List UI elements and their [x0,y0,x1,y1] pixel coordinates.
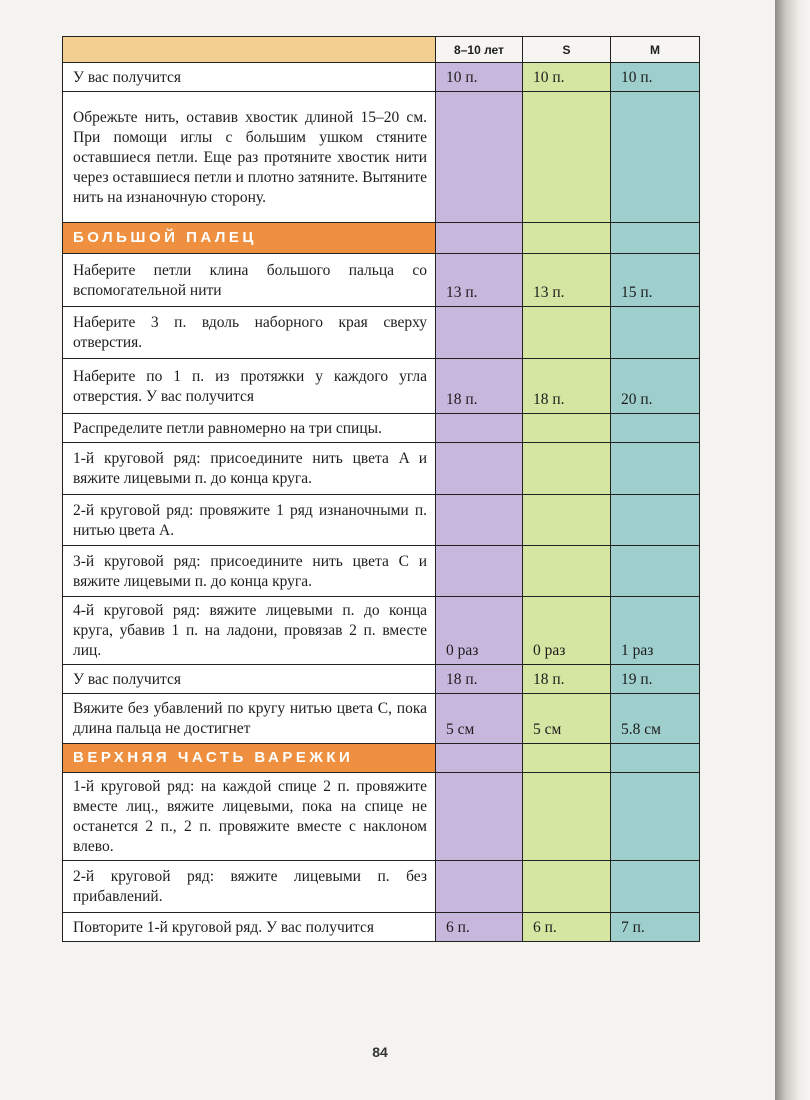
instruction-text: Наберите по 1 п. из протяжки у каждого угла отверстия. У вас получится [63,359,436,414]
size-value-s: 10 п. [523,63,611,92]
size-value-s: 6 п. [523,913,611,942]
size-value-m [611,495,700,546]
table-row [63,495,700,546]
table-row [63,597,700,665]
instruction-text: 2-й круговой ряд: вяжите лицевыми п. без прибавлений. [63,861,436,913]
size-value-m [611,443,700,495]
size-value-m: 20 п. [611,359,700,414]
size-value-s [523,495,611,546]
pattern-table-body [63,37,700,942]
size-value-m: 5.8 см [611,694,700,744]
column-header-m: M [611,37,700,63]
table-row [63,414,700,443]
instruction-text: 2-й круговой ряд: провяжите 1 ряд изнаночными п. нитью цвета A. [63,495,436,546]
instruction-text: Наберите петли клина большого пальца со вспомогательной нити [63,254,436,307]
size-value-s [523,773,611,861]
size-value-kids [436,546,523,597]
instruction-text: 1-й круговой ряд: присоедините нить цвета A и вяжите лицевыми п. до конца круга. [63,443,436,495]
size-value-s: 5 см [523,694,611,744]
size-value-m [611,92,700,223]
book-spine [775,0,810,1100]
table-row [63,307,700,359]
size-value-s: 18 п. [523,665,611,694]
size-value-m: 15 п. [611,254,700,307]
size-value-kids: 0 раз [436,597,523,665]
size-value-m [611,546,700,597]
size-value-m [611,861,700,913]
size-value-m: 19 п. [611,665,700,694]
size-value-kids: 18 п. [436,665,523,694]
size-value-s [523,92,611,223]
header-blank-cell [63,37,436,63]
instruction-text: Наберите 3 п. вдоль наборного края сверху отверстия. [63,307,436,359]
instruction-text: 3-й круговой ряд: присоедините нить цвета C и вяжите лицевыми п. до конца круга. [63,546,436,597]
table-row [63,861,700,913]
table-row [63,92,700,223]
table-row [63,443,700,495]
size-cell-s [523,223,611,254]
instruction-text: Обрежьте нить, оставив хвостик длиной 15–20 см. При помощи иглы с большим ушком стяните оставшиеся петли. Еще раз протяните хвостик нити через оставшиеся петли и плотно затяните. Вытяните нить на изнаночную сторону. [63,92,436,223]
size-value-s [523,546,611,597]
size-value-kids: 10 п. [436,63,523,92]
size-value-kids: 5 см [436,694,523,744]
size-value-s: 18 п. [523,359,611,414]
size-value-kids [436,773,523,861]
table-row [63,546,700,597]
instruction-text: Повторите 1-й круговой ряд. У вас получится [63,913,436,942]
size-cell-kids [436,744,523,773]
instruction-text: 1-й круговой ряд: на каждой спице 2 п. провяжите вместе лиц., вяжите лицевыми, пока на спице не останется 2 п., 2 п. провяжите вместе с наклоном влево. [63,773,436,861]
instruction-text: У вас получится [63,665,436,694]
page-number: 84 [372,1044,388,1060]
size-value-s [523,307,611,359]
size-cell-m [611,744,700,773]
table-row [63,254,700,307]
size-value-m: 1 раз [611,597,700,665]
size-value-m: 7 п. [611,913,700,942]
size-value-kids [436,92,523,223]
size-value-s [523,414,611,443]
size-value-kids: 18 п. [436,359,523,414]
size-cell-kids [436,223,523,254]
section-title: БОЛЬШОЙ ПАЛЕЦ [63,223,436,254]
size-value-kids [436,861,523,913]
size-value-kids [436,307,523,359]
column-header-s: S [523,37,611,63]
instruction-text: Вяжите без убавлений по кругу нитью цвета C, пока длина пальца не достигнет [63,694,436,744]
size-value-kids [436,443,523,495]
size-value-kids [436,414,523,443]
section-title: ВЕРХНЯЯ ЧАСТЬ ВАРЕЖКИ [63,744,436,773]
size-value-kids: 13 п. [436,254,523,307]
size-value-m [611,307,700,359]
size-value-m [611,414,700,443]
section-row [63,744,700,773]
size-value-s: 0 раз [523,597,611,665]
table-row [63,359,700,414]
size-cell-m [611,223,700,254]
size-value-kids: 6 п. [436,913,523,942]
column-header-kids: 8–10 лет [436,37,523,63]
size-value-m: 10 п. [611,63,700,92]
table-row [63,773,700,861]
size-value-kids [436,495,523,546]
table-row [63,665,700,694]
instruction-text: У вас получится [63,63,436,92]
instruction-text: Распределите петли равномерно на три спицы. [63,414,436,443]
size-value-s [523,443,611,495]
size-cell-s [523,744,611,773]
table-row [63,63,700,92]
instruction-text: 4-й круговой ряд: вяжите лицевыми п. до конца круга, убавив 1 п. на ладони, провязав 2 п. вместе лиц. [63,597,436,665]
table-row [63,694,700,744]
table-header-row [63,37,700,63]
knitting-pattern-table [62,36,700,942]
size-value-s: 13 п. [523,254,611,307]
table-row [63,913,700,942]
section-row [63,223,700,254]
size-value-m [611,773,700,861]
size-value-s [523,861,611,913]
